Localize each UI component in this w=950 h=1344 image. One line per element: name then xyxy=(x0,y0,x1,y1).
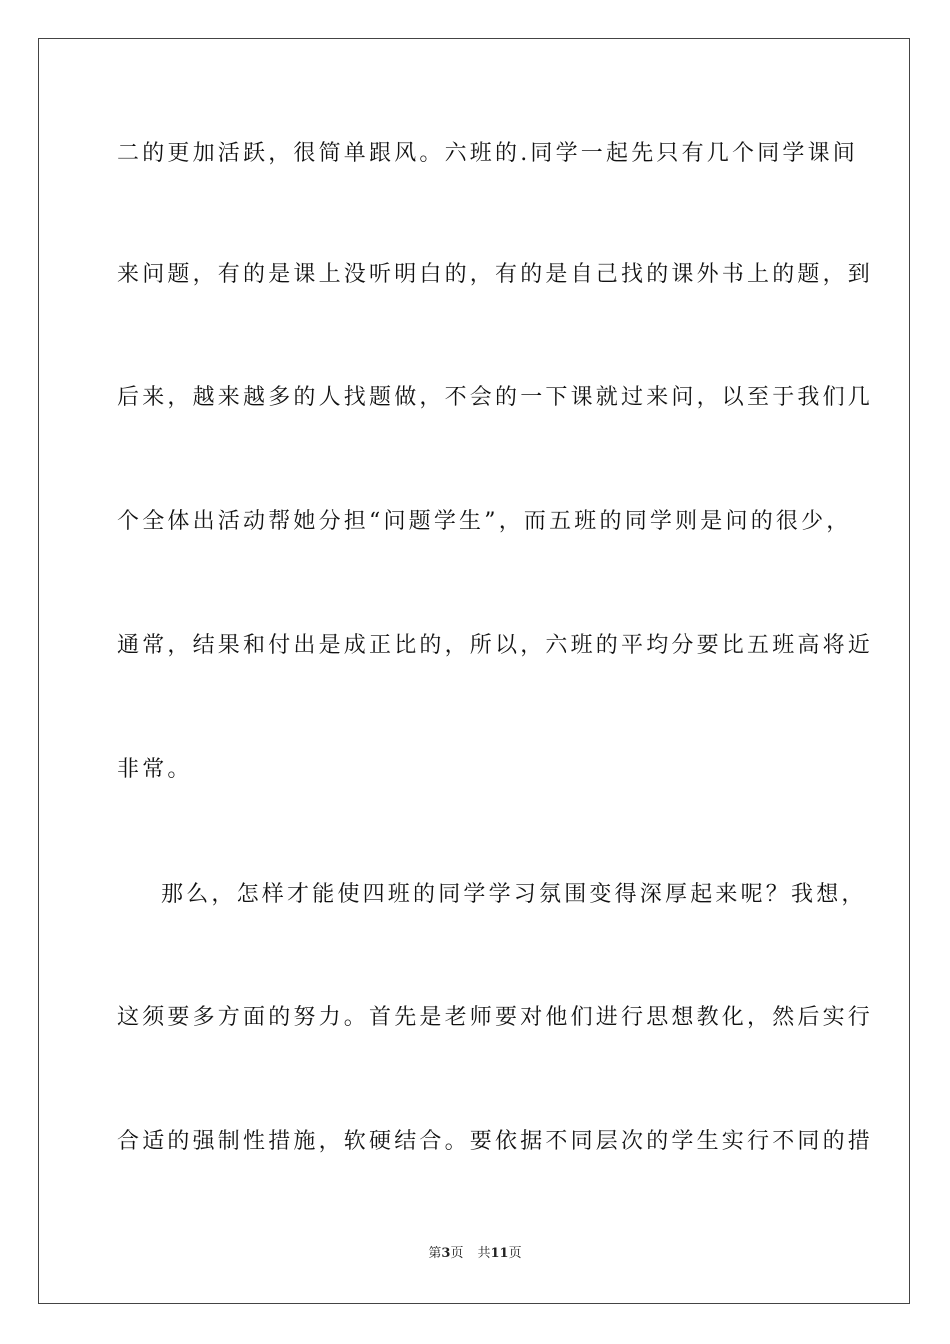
body-line-4: 个全体出活动帮她分担“问题学生”，而五班的同学则是问的很少， xyxy=(117,509,852,534)
body-line-8: 这须要多方面的努力。首先是老师要对他们进行思想教化，然后实行 xyxy=(117,1005,874,1030)
body-line-2: 来问题，有的是课上没听明白的，有的是自己找的课外书上的题，到 xyxy=(117,262,874,287)
body-line-3: 后来，越来越多的人找题做，不会的一下课就过来问，以至于我们几 xyxy=(117,385,874,410)
body-line-6: 非常。 xyxy=(117,757,193,782)
body-line-1: 二的更加活跃，很简单跟风。六班的.同学一起先只有几个同学课间 xyxy=(117,141,858,166)
footer-page-prefix: 第 xyxy=(428,1246,442,1261)
page-border xyxy=(38,38,910,1304)
footer-total-suffix: 页 xyxy=(508,1246,522,1261)
footer-page-number: 3 xyxy=(441,1246,451,1261)
footer-total-prefix: 共 xyxy=(477,1246,491,1261)
body-line-9: 合适的强制性措施，软硬结合。要依据不同层次的学生实行不同的措 xyxy=(117,1129,874,1154)
body-line-5: 通常，结果和付出是成正比的，所以，六班的平均分要比五班高将近 xyxy=(117,633,874,658)
body-line-7-paragraph-start: 那么，怎样才能使四班的同学学习氛围变得深厚起来呢？我想， xyxy=(161,882,867,907)
page-footer xyxy=(0,1245,950,1263)
footer-total-pages: 11 xyxy=(490,1246,509,1261)
footer-page-suffix: 页 xyxy=(450,1246,464,1261)
